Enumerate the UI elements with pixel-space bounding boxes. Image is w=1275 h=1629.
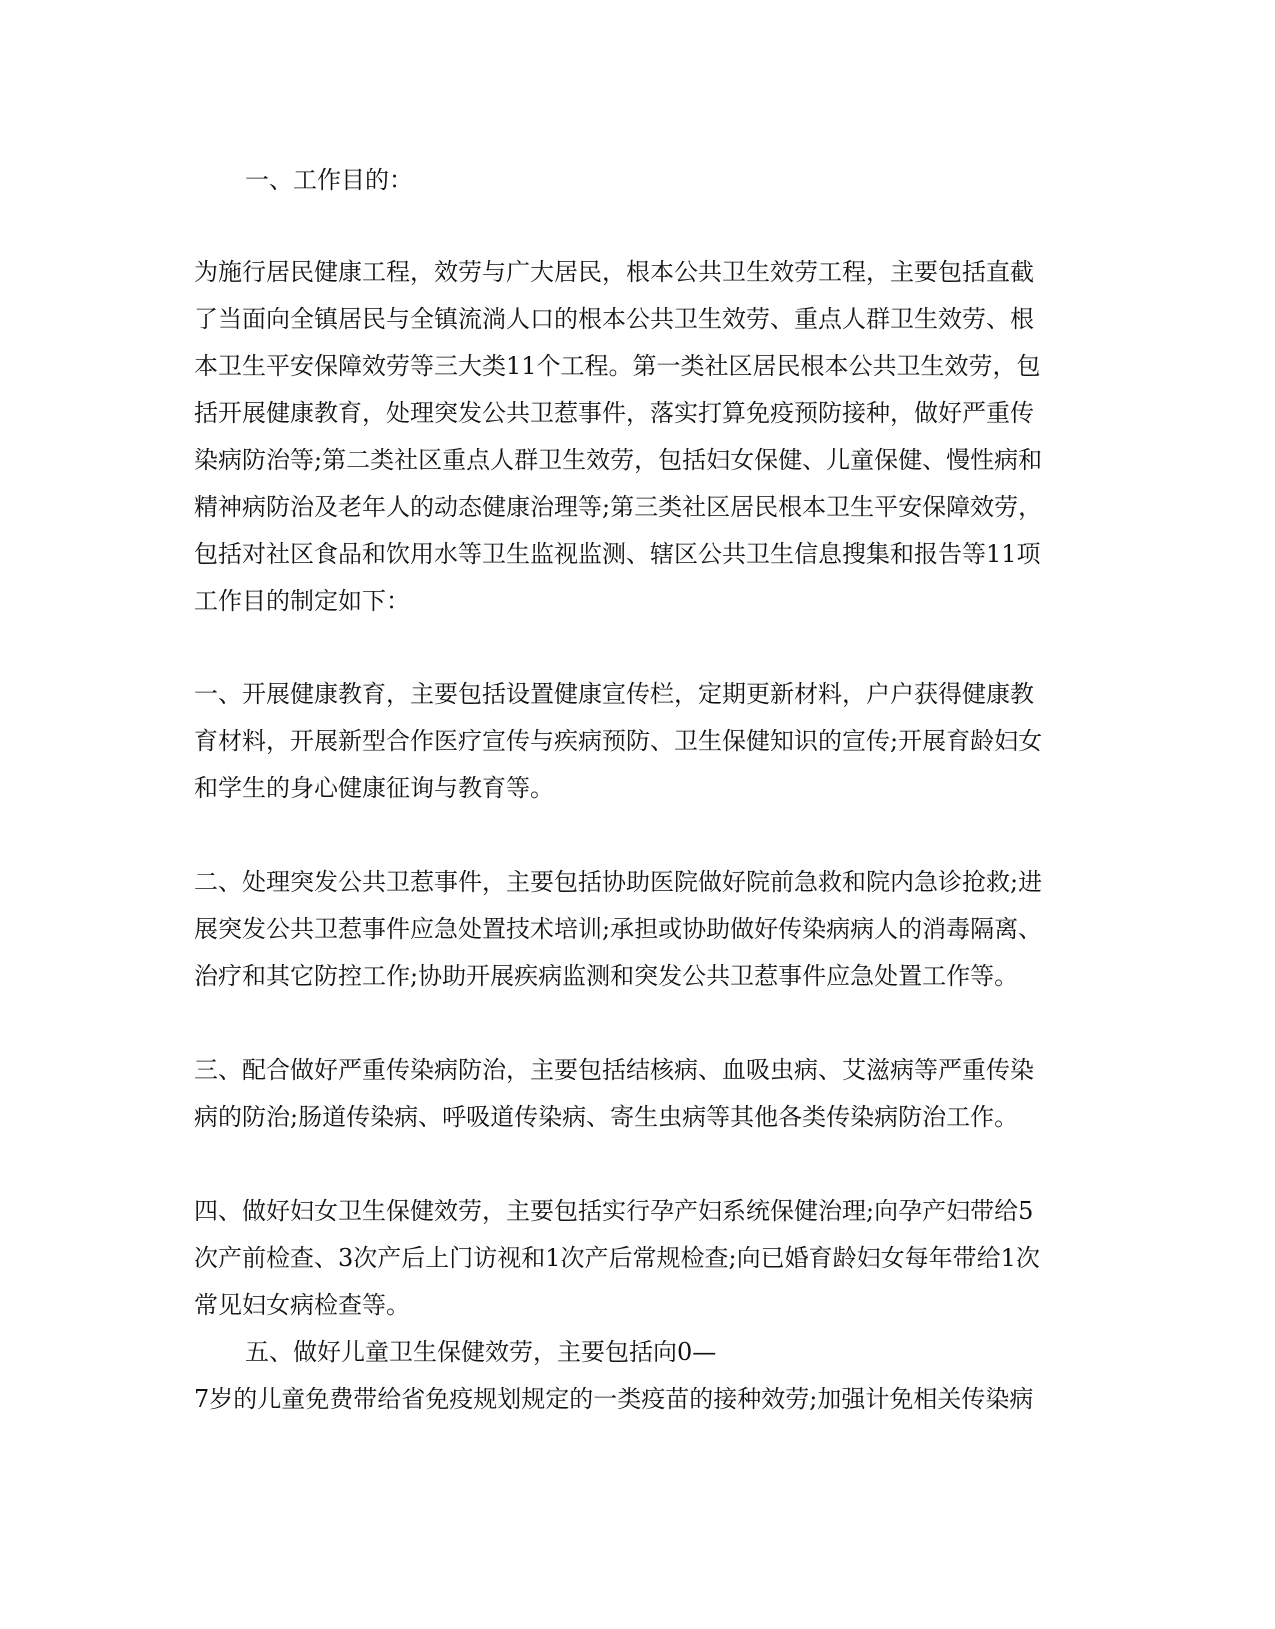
paragraph-line: 工作目的制定如下： [194,587,410,615]
paragraph-line: 7岁的儿童免费带给省免疫规划规定的一类疫苗的接种效劳;加强计免相关传染病 [194,1385,1034,1413]
paragraph-line: 五、做好儿童卫生保健效劳，主要包括向0— [245,1338,717,1366]
paragraph-line: 展突发公共卫惹事件应急处置技术培训;承担或协助做好传染病病人的消毒隔离、 [194,915,1043,943]
paragraph-line: 精神病防治及老年人的动态健康治理等;第三类社区居民根本卫生平安保障效劳， [194,493,1043,521]
section-heading: 一、工作目的： [245,166,413,194]
paragraph-line: 病的防治;肠道传染病、呼吸道传染病、寄生虫病等其他各类传染病防治工作。 [194,1103,1019,1131]
paragraph-line: 育材料，开展新型合作医疗宣传与疾病预防、卫生保健知识的宣传;开展育龄妇女 [194,727,1043,755]
paragraph-line: 治疗和其它防控工作;协助开展疾病监测和突发公共卫惹事件应急处置工作等。 [194,962,1019,990]
paragraph-line: 三、配合做好严重传染病防治，主要包括结核病、血吸虫病、艾滋病等严重传染 [194,1056,1034,1084]
paragraph-line: 了当面向全镇居民与全镇流淌人口的根本公共卫生效劳、重点人群卫生效劳、根 [194,305,1034,333]
paragraph-line: 本卫生平安保障效劳等三大类11个工程。第一类社区居民根本公共卫生效劳，包 [194,352,1041,380]
paragraph-line: 常见妇女病检查等。 [194,1291,410,1319]
paragraph-line: 一、开展健康教育，主要包括设置健康宣传栏，定期更新材料，户户获得健康教 [194,680,1034,708]
paragraph-line: 染病防治等;第二类社区重点人群卫生效劳，包括妇女保健、儿童保健、慢性病和 [194,446,1043,474]
paragraph-line: 包括对社区食品和饮用水等卫生监视监测、辖区公共卫生信息搜集和报告等11项 [194,540,1041,568]
paragraph-line: 括开展健康教育，处理突发公共卫惹事件，落实打算免疫预防接种，做好严重传 [194,399,1034,427]
paragraph-line: 二、处理突发公共卫惹事件，主要包括协助医院做好院前急救和院内急诊抢救;进 [194,868,1043,896]
paragraph-line: 和学生的身心健康征询与教育等。 [194,774,554,802]
paragraph-line: 为施行居民健康工程，效劳与广大居民，根本公共卫生效劳工程，主要包括直截 [194,258,1034,286]
paragraph-line: 四、做好妇女卫生保健效劳，主要包括实行孕产妇系统保健治理;向孕产妇带给5 [194,1197,1034,1225]
paragraph-line: 次产前检查、3次产后上门访视和1次产后常规检查;向已婚育龄妇女每年带给1次 [194,1244,1040,1272]
